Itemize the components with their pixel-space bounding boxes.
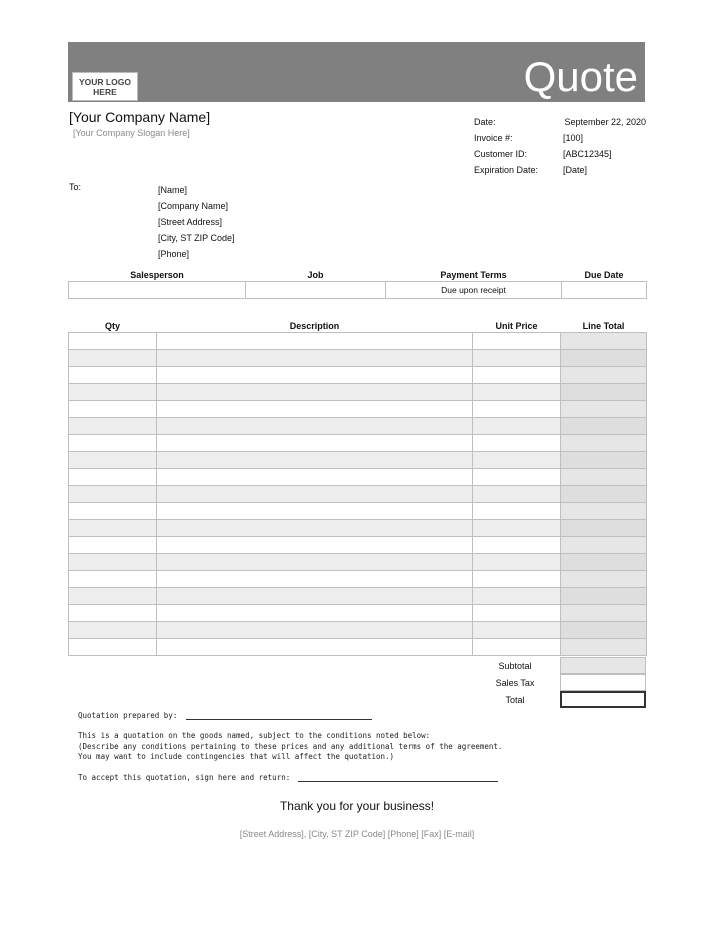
qty-cell[interactable] (69, 622, 157, 639)
condition-line-2: (Describe any conditions pertaining to these prices and any additional terms of the agreement. (78, 741, 503, 751)
qty-cell[interactable] (69, 588, 157, 605)
total-label: Total (505, 694, 525, 705)
table-row (69, 452, 647, 469)
line-total-cell[interactable] (561, 486, 647, 503)
customer-id-label: Customer ID: (474, 149, 528, 159)
expiration-label: Expiration Date: (474, 165, 539, 175)
unit-price-cell[interactable] (473, 333, 561, 350)
qty-cell[interactable] (69, 639, 157, 656)
line-total-cell[interactable] (561, 333, 647, 350)
table-row (69, 520, 647, 537)
description-cell[interactable] (157, 520, 473, 537)
line-total-cell[interactable] (561, 537, 647, 554)
line-total-cell[interactable] (561, 588, 647, 605)
unit-price-cell[interactable] (473, 401, 561, 418)
sales-tax-cell[interactable] (560, 674, 646, 691)
line-total-header: Line Total (582, 320, 625, 331)
qty-cell[interactable] (69, 605, 157, 622)
description-cell[interactable] (157, 537, 473, 554)
expiration-value[interactable]: [Date] (563, 165, 588, 175)
line-total-cell[interactable] (561, 520, 647, 537)
description-cell[interactable] (157, 554, 473, 571)
description-cell[interactable] (157, 486, 473, 503)
logo-text-line1: YOUR LOGO (79, 76, 131, 87)
subtotal-row (470, 657, 646, 674)
table-row (69, 588, 647, 605)
qty-cell[interactable] (69, 520, 157, 537)
qty-cell[interactable] (69, 384, 157, 401)
invoice-label: Invoice #: (474, 133, 513, 143)
unit-price-cell[interactable] (473, 537, 561, 554)
qty-cell[interactable] (69, 418, 157, 435)
unit-price-cell[interactable] (473, 605, 561, 622)
unit-price-cell[interactable] (473, 486, 561, 503)
unit-price-cell[interactable] (473, 588, 561, 605)
table-row (69, 367, 647, 384)
description-cell[interactable] (157, 418, 473, 435)
meta-date-row (474, 114, 646, 130)
company-name[interactable]: [Your Company Name] (69, 109, 211, 125)
table-row (69, 435, 647, 452)
qty-cell[interactable] (69, 350, 157, 367)
description-cell[interactable] (157, 452, 473, 469)
line-total-cell[interactable] (561, 503, 647, 520)
description-cell[interactable] (157, 503, 473, 520)
total-row (470, 691, 646, 708)
description-cell[interactable] (157, 333, 473, 350)
description-cell[interactable] (157, 350, 473, 367)
qty-cell[interactable] (69, 554, 157, 571)
line-total-cell[interactable] (561, 605, 647, 622)
salesperson-cell[interactable] (69, 282, 246, 299)
payment-terms-header: Payment Terms (440, 269, 507, 280)
qty-cell[interactable] (69, 367, 157, 384)
customer-id-value[interactable]: [ABC12345] (563, 149, 612, 159)
qty-header: Qty (104, 320, 120, 331)
subtotal-label: Subtotal (498, 660, 532, 671)
qty-cell[interactable] (69, 401, 157, 418)
line-total-cell[interactable] (561, 452, 647, 469)
unit-price-cell[interactable] (473, 367, 561, 384)
table-row (69, 571, 647, 588)
description-cell[interactable] (157, 571, 473, 588)
accept-signature-field[interactable] (298, 773, 498, 782)
line-total-cell[interactable] (561, 554, 647, 571)
qty-cell[interactable] (69, 503, 157, 520)
table-row (69, 350, 647, 367)
footer-contact: [Street Address], [City, ST ZIP Code] [Phone] [Fax] [E-mail] (239, 829, 475, 839)
qty-cell[interactable] (69, 571, 157, 588)
thank-you-message: Thank you for your business! (279, 799, 435, 813)
unit-price-cell[interactable] (473, 639, 561, 656)
qty-cell[interactable] (69, 333, 157, 350)
prepared-by-label: Quotation prepared by: (78, 711, 178, 720)
unit-price-cell[interactable] (473, 503, 561, 520)
recipient-city[interactable]: [City, ST ZIP Code] (158, 233, 235, 243)
unit-price-cell[interactable] (473, 622, 561, 639)
table-row (69, 537, 647, 554)
company-logo (72, 72, 138, 101)
description-cell[interactable] (157, 622, 473, 639)
recipient-phone[interactable]: [Phone] (158, 249, 190, 259)
qty-cell[interactable] (69, 435, 157, 452)
recipient-name[interactable]: [Name] (158, 185, 188, 195)
due-date-cell[interactable] (562, 282, 647, 299)
table-row (69, 503, 647, 520)
prepared-by-signature-field[interactable] (186, 711, 372, 720)
prepared-by-line (78, 711, 372, 720)
unit-price-cell[interactable] (473, 384, 561, 401)
unit-price-cell[interactable] (473, 554, 561, 571)
description-cell[interactable] (157, 639, 473, 656)
line-total-cell[interactable] (561, 639, 647, 656)
quotation-conditions (78, 731, 502, 763)
unit-price-cell[interactable] (473, 350, 561, 367)
unit-price-header: Unit Price (495, 320, 538, 331)
line-items-body (69, 333, 647, 656)
description-cell[interactable] (157, 469, 473, 486)
recipient-address (158, 182, 235, 262)
unit-price-cell[interactable] (473, 469, 561, 486)
total-cell[interactable] (560, 691, 646, 708)
unit-price-cell[interactable] (473, 571, 561, 588)
table-row (69, 333, 647, 350)
payment-terms-cell[interactable]: Due upon receipt (386, 282, 562, 299)
description-cell[interactable] (157, 367, 473, 384)
totals-block (470, 657, 646, 708)
description-cell[interactable] (157, 384, 473, 401)
unit-price-cell[interactable] (473, 435, 561, 452)
table-row (69, 554, 647, 571)
description-cell[interactable] (157, 588, 473, 605)
unit-price-cell[interactable] (473, 520, 561, 537)
due-date-header: Due Date (584, 269, 624, 280)
table-row (69, 469, 647, 486)
sales-info-table (68, 268, 647, 299)
date-value[interactable]: September 22, 2020 (564, 117, 646, 127)
description-cell[interactable] (157, 435, 473, 452)
sales-tax-label: Sales Tax (495, 677, 535, 688)
line-total-cell[interactable] (561, 418, 647, 435)
unit-price-cell[interactable] (473, 418, 561, 435)
date-label: Date: (474, 117, 496, 127)
recipient-street[interactable]: [Street Address] (158, 217, 223, 227)
line-total-cell[interactable] (561, 571, 647, 588)
description-cell[interactable] (157, 605, 473, 622)
line-total-cell[interactable] (561, 350, 647, 367)
line-items-table (68, 319, 647, 656)
table-row (69, 622, 647, 639)
table-row (69, 401, 647, 418)
salesperson-header: Salesperson (130, 269, 184, 280)
line-total-cell[interactable] (561, 367, 647, 384)
unit-price-cell[interactable] (473, 452, 561, 469)
accept-line (78, 773, 498, 782)
company-slogan[interactable]: [Your Company Slogan Here] (73, 128, 190, 138)
condition-line-3: You may want to include contingencies that will affect the quotation.) (78, 752, 395, 761)
job-header: Job (307, 269, 324, 280)
line-total-cell[interactable] (561, 469, 647, 486)
qty-cell[interactable] (69, 537, 157, 554)
line-total-cell[interactable] (561, 384, 647, 401)
line-total-cell[interactable] (561, 622, 647, 639)
meta-customer-row (474, 146, 646, 162)
table-row (69, 605, 647, 622)
accept-label: To accept this quotation, sign here and return: (78, 773, 291, 782)
description-cell[interactable] (157, 401, 473, 418)
table-row (69, 418, 647, 435)
recipient-company[interactable]: [Company Name] (158, 201, 229, 211)
logo-text-line2: HERE (93, 86, 117, 97)
table-row (69, 639, 647, 656)
to-label: To: (69, 182, 82, 192)
line-total-cell[interactable] (561, 401, 647, 418)
qty-cell[interactable] (69, 486, 157, 503)
meta-invoice-row (474, 130, 646, 146)
invoice-value[interactable]: [100] (563, 133, 584, 143)
qty-cell[interactable] (69, 452, 157, 469)
meta-expiration-row (474, 162, 646, 178)
line-total-cell[interactable] (561, 435, 647, 452)
sales-tax-row (470, 674, 646, 691)
document-title: Quote (523, 53, 638, 100)
condition-line-1: This is a quotation on the goods named, subject to the conditions noted below: (78, 731, 431, 740)
job-cell[interactable] (246, 282, 386, 299)
description-header: Description (289, 320, 340, 331)
table-row (69, 384, 647, 401)
subtotal-cell[interactable] (560, 657, 646, 674)
qty-cell[interactable] (69, 469, 157, 486)
quote-meta (474, 114, 646, 178)
table-row (69, 486, 647, 503)
